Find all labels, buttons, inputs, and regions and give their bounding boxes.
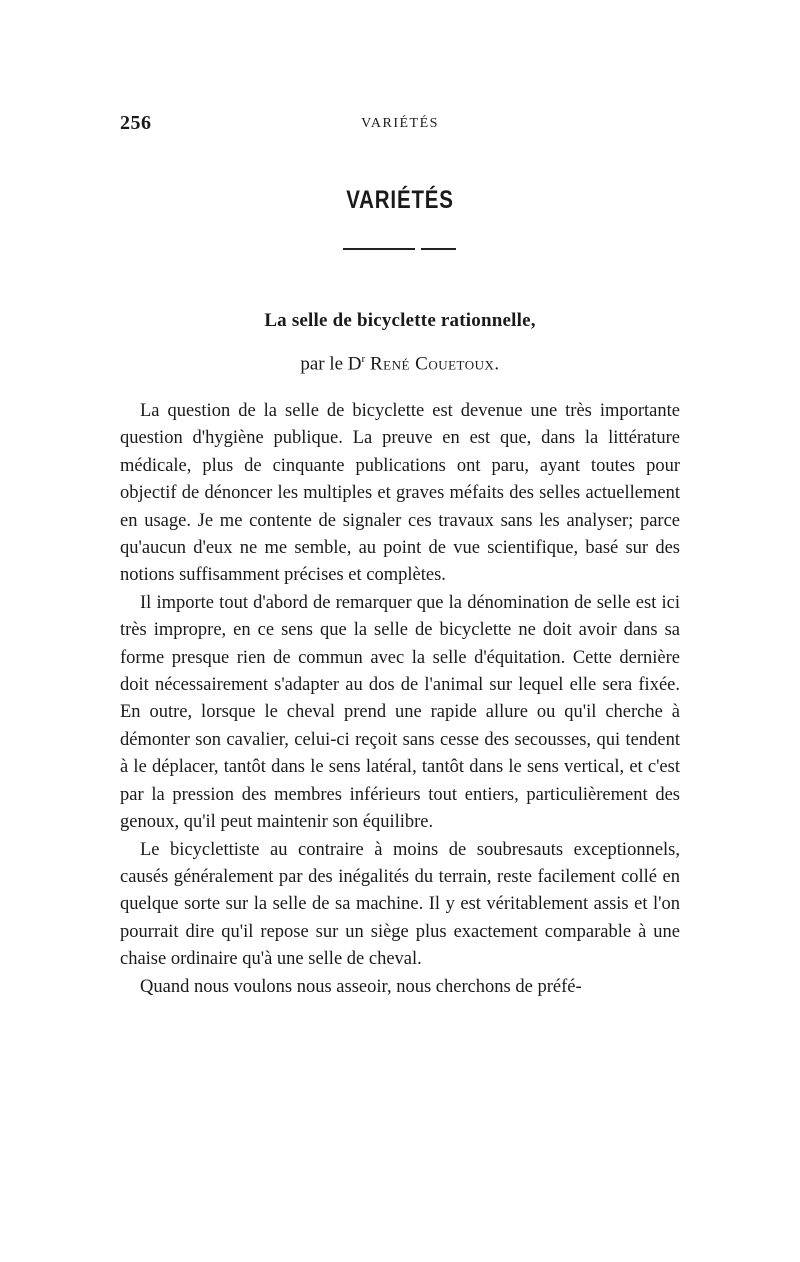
paragraph: Quand nous voulons nous asseoir, nous cherchons de préfé- (140, 976, 582, 997)
page-number: 256 (120, 112, 152, 134)
byline-author: René Couetoux. (369, 353, 500, 375)
section-title: VARIÉTÉS (346, 186, 454, 214)
byline-prefix: par le D (300, 353, 362, 375)
paragraph: Le bicyclettiste au contraire à moins de soubresauts exceptionnels, causés généralement par des inégalités du terrain, reste facilement collé en quelque sorte sur la selle de sa machine. Il y est véritablement assis et l'on pourrait dire qu'il repose sur un siège plus exactement comparable à une chaise ordinaire qu'à une selle de cheval. (120, 839, 680, 970)
byline-title-sup: r (361, 353, 366, 365)
divider-rule-long (343, 248, 415, 250)
running-head (120, 112, 680, 142)
byline (0, 353, 800, 375)
divider-rule-short (421, 248, 456, 250)
article-body (120, 398, 680, 1001)
paragraph: Il importe tout d'abord de remarquer que la dénomination de selle est ici très impropre, en ce sens que la selle de bicyclette ne doit avoir dans sa forme presque rien de commun avec la selle d'équitation. Cette dernière doit nécessairement s'adapter au dos de l'animal sur lequel elle sera fixée. En outre, lorsque le cheval prend une rapide allure ou qu'il cherche à démonter son cavalier, celui-ci reçoit sans cesse des secousses, qui tendent à le déplacer, tantôt dans le sens latéral, tantôt dans le sens vertical, et c'est par la pression des membres inférieurs tout entiers, particulièrement des genoux, qu'il peut maintenir son équilibre. (120, 592, 680, 833)
article-title: La selle de bicyclette rationnelle, (264, 310, 536, 331)
paragraph: La question de la selle de bicyclette est devenue une très importante question d'hygiène publique. La preuve en est que, dans la littérature médicale, plus de cinquante publications ont paru, ayant toutes pour objectif de dénoncer les multiples et graves méfaits des selles actuellement en usage. Je me contente de signaler ces travaux sans les analyser; parce qu'aucun d'eux ne me semble, au point de vue scientifique, basé sur des notions suffisamment précises et complètes. (120, 401, 680, 586)
running-title: VARIÉTÉS (361, 116, 439, 131)
